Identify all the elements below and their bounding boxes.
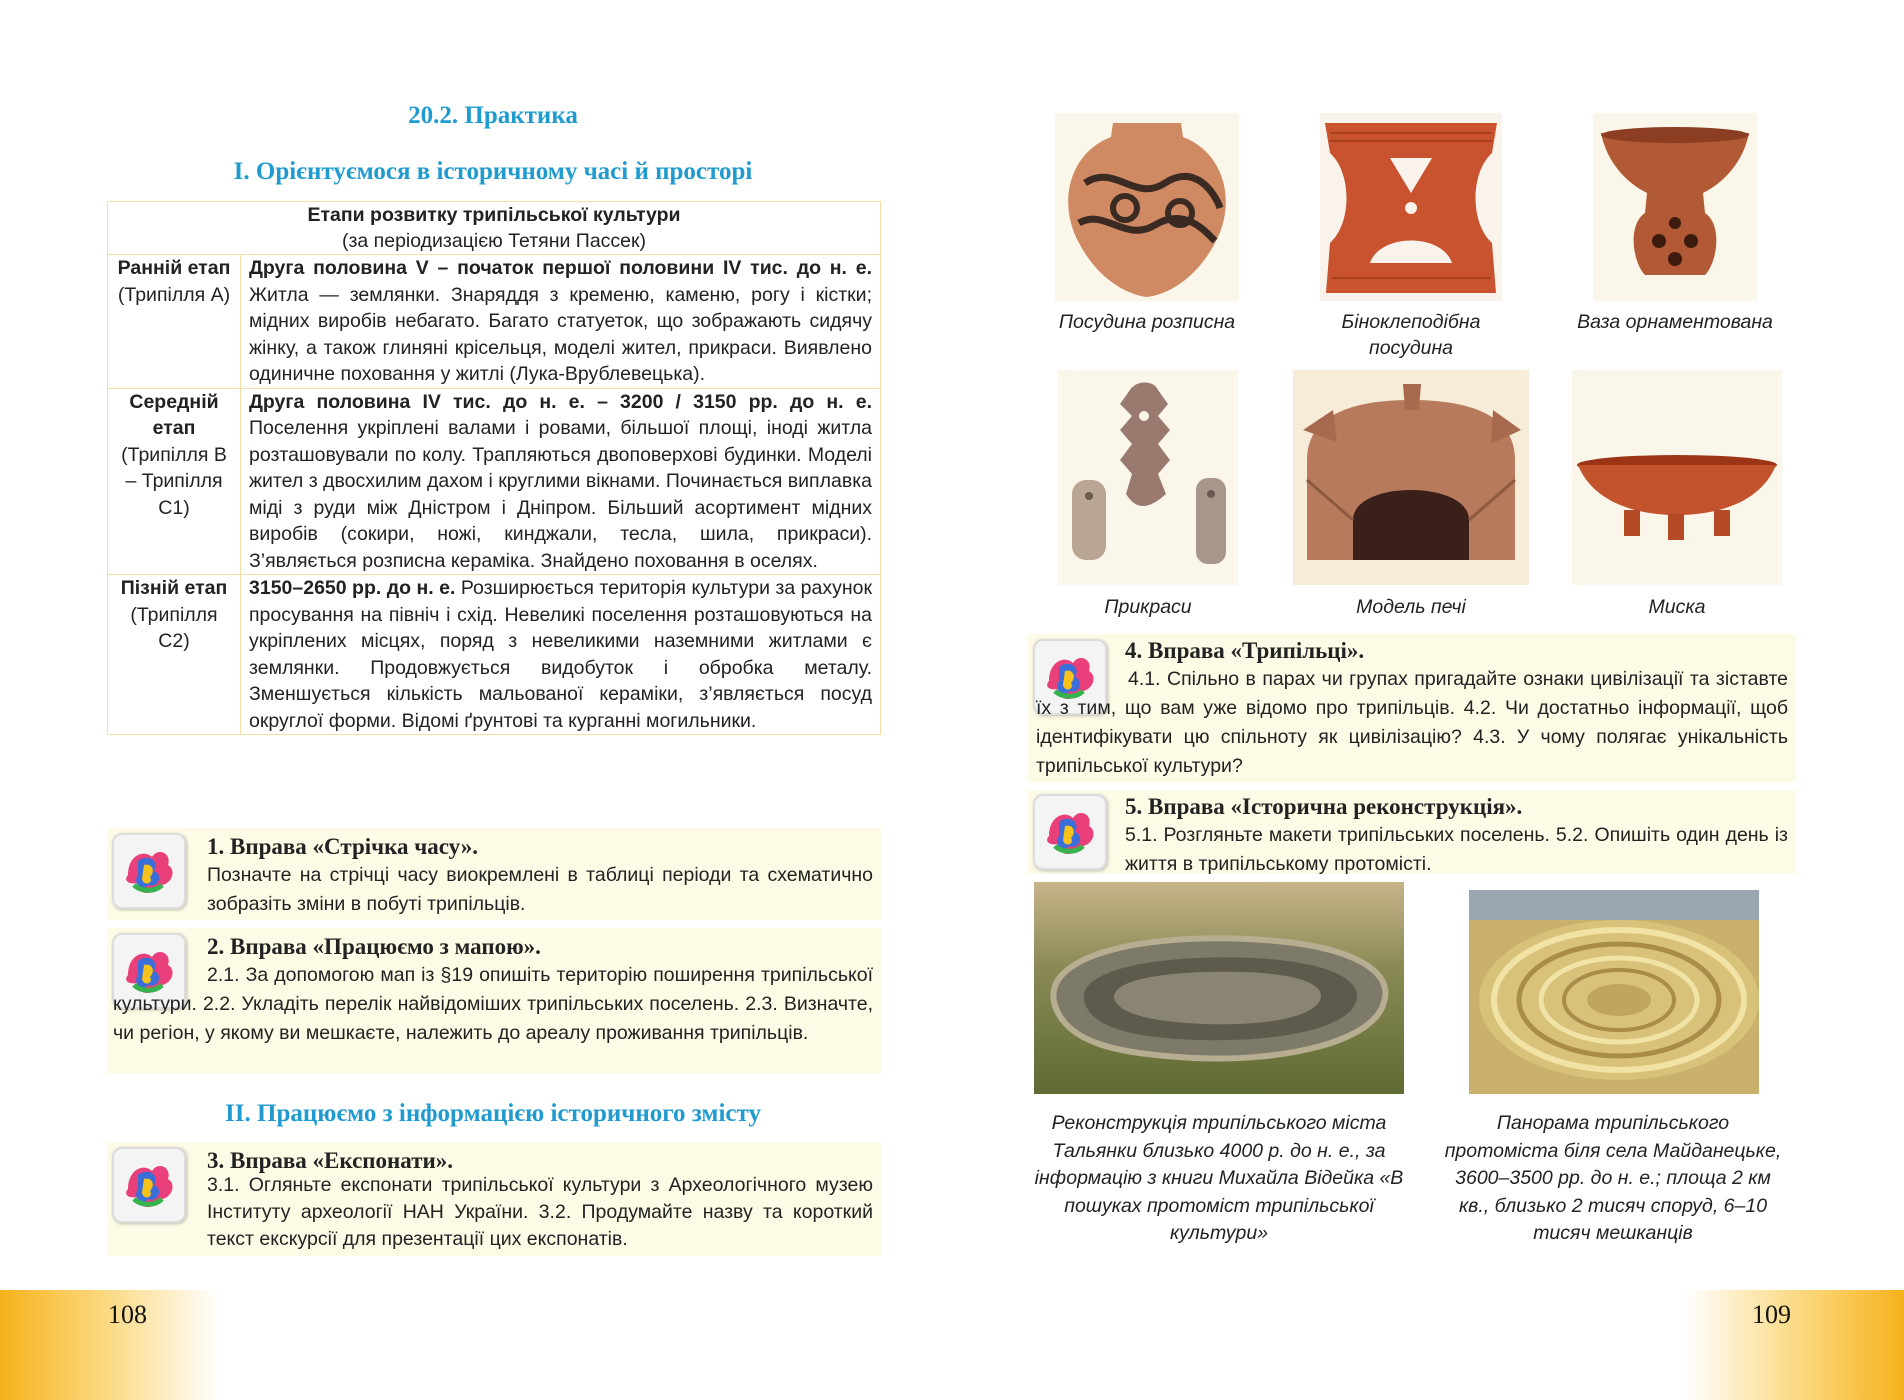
artifact-caption: Біноклеподібна посудина <box>1341 311 1481 359</box>
stage-name: Ранній етап <box>117 257 231 279</box>
subsection-title-2: II. Працюємо з інформацією історичного змісту <box>225 1100 761 1127</box>
artifact-binocular-vessel-image <box>1320 113 1502 301</box>
artifact-caption: Миска <box>1648 596 1706 618</box>
exercise-2-text: 2.1. За допомогою мап із §19 опишіть територію поширення трипільської культури. 2.2. Укладіть перелік найвідоміших трипільських поселень. 2.3. Визначте, чи регіон, у якому ви мешкаєте, належить до ареалу проживання трипільців. <box>113 964 873 1044</box>
artifact-oven-model-image <box>1293 370 1529 585</box>
table-row <box>108 575 881 735</box>
stage-name: Середній етап <box>129 390 219 439</box>
exercise-3-text: 3.1. Огляньте експонати трипільської культури з Археологічного музею Інституту археології НАН України. 3.2. Продумайте назву та короткий текст екскурсії для презентації цих експонатів. <box>207 1174 873 1250</box>
exercise-5-title: 5. Вправа «Історична реконструкція». <box>1125 794 1523 819</box>
artifact-painted-vessel-image <box>1055 113 1239 301</box>
exercise-icon <box>112 833 186 909</box>
stage-dates: Друга половина V – початок першої половини IV тис. до н. е. <box>249 257 872 279</box>
stage-dates: Друга половина IV тис. до н. е. – 3200 / 3150 рр. до н. е. <box>249 390 872 413</box>
exercise-3-title: 3. Вправа «Експонати». <box>207 1148 453 1173</box>
exercise-1-text: Позначте на стрічці часу виокремлені в таблиці періоди та схематично зобразіть зміни в побуті трипільців. <box>207 864 873 915</box>
artifact-caption: Ваза орнаментована <box>1577 311 1773 333</box>
stage-text: Житла — землянки. Знаряддя з кременю, каменю, рогу і кістки; мідних виробів небагато. Багато статуеток, що зображають сидячу жінку, а також глиняні крісельця, моделі жител, прикраси. Виявлено одиничне поховання у житлі (Лука-Врублевецька). <box>249 283 872 385</box>
stage-text: Розширюється територія культури за рахунок просування на північ і схід. Невеликі поселення розташовуються на укріплених місцях, поряд з невеликими наземними житлами є землянки. Продовжується видобуток і обробка металу. Зменшується кількість мальованої кераміки, з’являється посуд округлої форми. Відомі ґрунтові та курганні могильники. <box>249 577 873 732</box>
stage-period: (Трипілля А) <box>117 283 231 306</box>
exercise-4-text: 4.1. Спільно в парах чи групах пригадайте ознаки цивілізації та зіставте їх з тим, що вам уже відомо про трипільців. 4.2. Чи достатньо інформації, щоб ідентифікувати цю спільноту як цивілізацію? 4.3. У чому полягає унікальність трипільської культури? <box>1036 668 1788 777</box>
artifact-caption: Посудина розписна <box>1058 311 1236 333</box>
footer-bar-right <box>1684 1290 1904 1400</box>
subsection-title-1: I. Орієнтуємося в історичному часі й просторі <box>233 158 753 185</box>
exercise-4-box <box>1028 634 1796 782</box>
artifact-ornaments-image <box>1058 370 1238 585</box>
exercise-3-box <box>107 1142 881 1256</box>
exercise-5-text: 5.1. Розгляньте макети трипільських поселень. 5.2. Опишіть один день із життя в трипільському протомісті. <box>1125 824 1788 875</box>
stage-period: (Трипілля В – Трипілля С1) <box>121 443 227 519</box>
table-row <box>108 388 881 575</box>
stage-text: Поселення укріплені валами і ровами, більшої площі, іноді житла розташовували по колу. Трапляються двоповерхові будинки. Моделі жител з двосхилим дахом і круглими вікнами. Починається виплавка міді з руди між Дністром і Дніпром. Більший асортимент мідних виробів (сокири, ножі, кинджали, тесла, шила, прикраси). З’являється розписна кераміка. Знайдено поховання в оселях. <box>249 417 872 572</box>
maidanetske-panorama-image <box>1469 890 1759 1094</box>
table-title: Етапи розвитку трипільської культури <box>307 204 681 226</box>
table-row <box>108 255 881 389</box>
exercise-1-title: 1. Вправа «Стрічка часу». <box>207 834 478 859</box>
exercise-icon <box>1033 794 1107 870</box>
table-subtitle: (за періодизацією Тетяни Пассек) <box>341 230 647 252</box>
page-number-left: 108 <box>108 1300 147 1329</box>
table-header <box>108 202 881 255</box>
exercise-icon <box>112 1147 186 1223</box>
exercise-1-box <box>107 828 881 920</box>
stage-period: (Трипілля С2) <box>130 603 218 652</box>
exercise-4-title: 4. Вправа «Трипільці». <box>1125 638 1365 663</box>
page-number-right: 109 <box>1752 1300 1791 1329</box>
stage-name: Пізній етап <box>120 577 228 599</box>
exercise-2-title: 2. Вправа «Працюємо з мапою». <box>207 934 541 959</box>
stages-table <box>107 201 881 735</box>
exercise-5-box <box>1028 790 1796 874</box>
talyanky-reconstruction-image <box>1034 882 1404 1094</box>
exercise-2-box <box>107 928 881 1074</box>
section-title: 20.2. Практика <box>408 102 578 129</box>
talyanky-caption: Реконструкція трипільського міста Тальянки близько 4000 р. до н. е., за інформацію з книги Михайла Відейка «В пошуках протоміст трипільської культури» <box>1034 1112 1404 1244</box>
artifact-caption: Прикраси <box>1104 596 1192 618</box>
artifact-bowl-image <box>1572 370 1782 585</box>
maidanetske-caption: Панорама трипільського протоміста біля села Майданецьке, 3600–3500 рр. до н. е.; площа 2 км кв., близько 2 тисяч споруд, 6–10 тисяч мешканців <box>1444 1112 1782 1244</box>
artifact-caption: Модель печі <box>1356 596 1466 618</box>
stage-dates: 3150–2650 рр. до н. е. <box>249 577 456 599</box>
artifact-ornamented-vase-image <box>1593 113 1757 301</box>
